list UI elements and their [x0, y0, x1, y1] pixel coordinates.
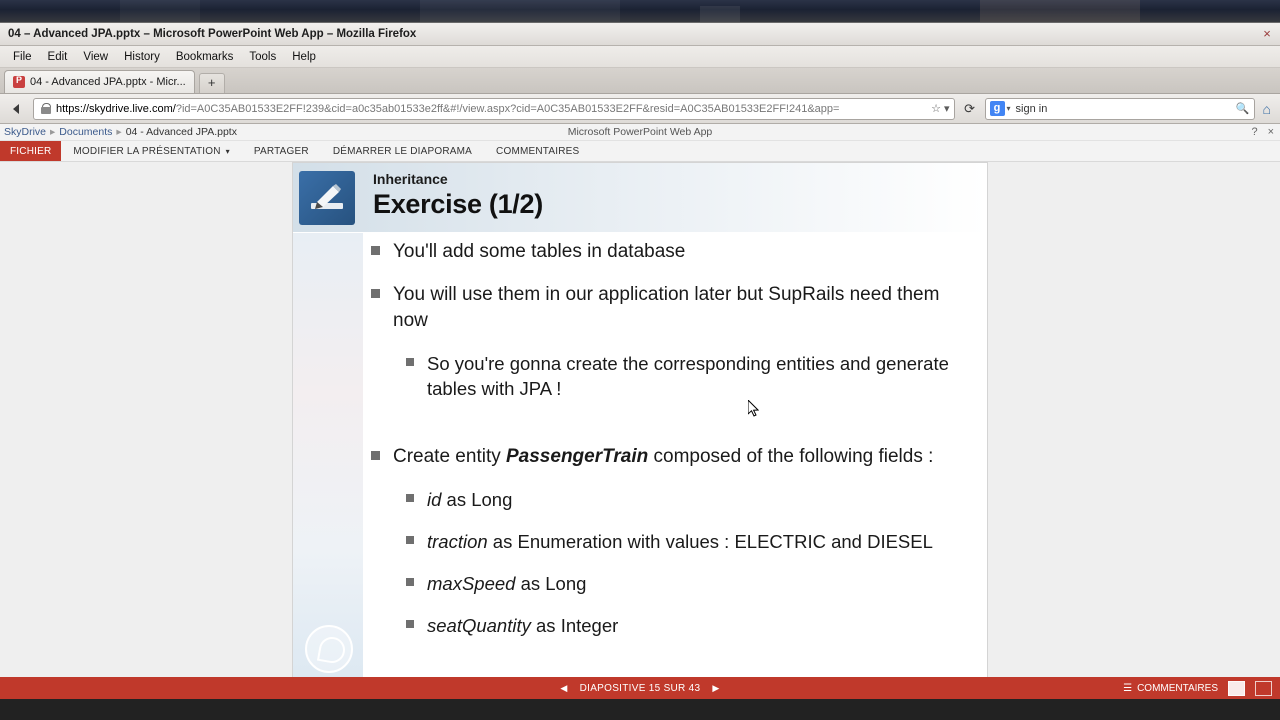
- reload-icon[interactable]: ⟳: [964, 100, 975, 116]
- next-slide-button[interactable]: ▶: [712, 682, 720, 693]
- slide-body: [371, 239, 971, 655]
- bullet-text-part: traction: [427, 531, 488, 552]
- url-host: https://skydrive.live.com/: [56, 102, 176, 115]
- bullet-text: [393, 444, 933, 470]
- slide-bullet: [371, 239, 971, 265]
- bullet-text: [427, 571, 586, 596]
- new-tab-button[interactable]: +: [199, 73, 225, 93]
- bullet-text-part: PassengerTrain: [506, 446, 649, 467]
- breadcrumb-file: 04 - Advanced JPA.pptx: [125, 126, 237, 138]
- webapp-topbar: [0, 124, 1280, 141]
- chevron-down-icon: ▾: [225, 146, 230, 156]
- slide-bullet: [371, 444, 971, 470]
- bullet-text: [427, 487, 512, 512]
- bullet-text-part: as Enumeration with values : ELECTRIC and DIESEL: [487, 531, 933, 552]
- breadcrumb-separator: ▸: [116, 126, 122, 138]
- slide-kicker: Inheritance: [373, 171, 448, 187]
- comments-button[interactable]: [1123, 683, 1218, 694]
- home-icon[interactable]: ⌂: [1262, 100, 1271, 117]
- slide-bullet: [406, 571, 971, 596]
- webapp-name: Microsoft PowerPoint Web App: [567, 126, 713, 138]
- chevron-down-icon[interactable]: ▾: [1006, 104, 1011, 113]
- status-bar-actions: [1123, 681, 1272, 696]
- webapp-topbar-actions: [1251, 126, 1274, 138]
- web-page: [0, 124, 1280, 699]
- bullet-text-part: as Integer: [530, 615, 619, 636]
- search-bar[interactable]: [985, 98, 1255, 120]
- url-query: ?id=A0C35AB01533E2FF!239&cid=a0c35ab01533e2ff&#!/view.aspx?cid=A0C35AB01533E2FF&resid=A0C35AB01533E2FF!241&app=: [175, 102, 840, 115]
- slide-header: [293, 163, 987, 233]
- slide-side-band: [293, 233, 363, 684]
- comment-icon: ☰: [1123, 682, 1133, 694]
- lock-icon: [40, 103, 51, 114]
- bullet-text: [393, 239, 685, 265]
- reading-view-icon[interactable]: [1255, 681, 1272, 696]
- normal-view-icon[interactable]: [1228, 681, 1245, 696]
- firefox-window: [0, 22, 1280, 698]
- window-title: 04 – Advanced JPA.pptx – Microsoft PowerPoint Web App – Mozilla Firefox: [8, 28, 417, 40]
- magnifier-icon[interactable]: 🔍: [1235, 103, 1250, 115]
- bullet-text-part: seatQuantity: [427, 615, 531, 636]
- ribbon-file-tab[interactable]: FICHIER: [0, 141, 61, 161]
- tab-bar: [0, 68, 1280, 94]
- close-button[interactable]: ×: [1267, 126, 1274, 138]
- status-bar: [0, 677, 1280, 699]
- menu-help[interactable]: Help: [292, 50, 316, 63]
- slide-area: [0, 162, 1280, 687]
- slide-bullet-spacer: [371, 418, 971, 444]
- menu-file[interactable]: File: [13, 50, 32, 63]
- powerpoint-icon: [13, 76, 25, 88]
- bullet-text: [427, 351, 971, 401]
- bullet-text: [393, 282, 971, 334]
- slide-bullet: [406, 613, 971, 638]
- ribbon-edit-presentation-label: MODIFIER LA PRÉSENTATION: [73, 145, 221, 157]
- menu-edit[interactable]: Edit: [47, 50, 68, 63]
- bullet-text: [427, 529, 933, 554]
- url-text: [56, 103, 931, 115]
- comments-label: COMMENTAIRES: [1137, 682, 1218, 694]
- bullet-marker-icon: [371, 289, 380, 298]
- breadcrumb-documents[interactable]: Documents: [59, 126, 113, 138]
- slide-counter: DIAPOSITIVE 15 SUR 43: [579, 682, 701, 694]
- breadcrumb-skydrive[interactable]: SkyDrive: [4, 126, 47, 138]
- menu-tools[interactable]: Tools: [249, 50, 277, 63]
- bullet-text-part: as Long: [515, 573, 587, 594]
- pen-tool-icon: [299, 171, 355, 225]
- menu-bookmarks[interactable]: Bookmarks: [175, 50, 234, 63]
- menu-view[interactable]: View: [83, 50, 109, 63]
- slide-bullet: [406, 529, 971, 554]
- slide-bullet: [406, 351, 971, 401]
- browser-tab[interactable]: [4, 70, 195, 93]
- ribbon-edit-presentation[interactable]: [61, 141, 241, 161]
- bullet-marker-icon: [406, 578, 414, 586]
- bullet-text: [427, 613, 618, 638]
- desktop-background: [0, 0, 1280, 24]
- slide-bullet: [371, 282, 971, 334]
- search-input[interactable]: sign in: [1015, 102, 1048, 115]
- bullet-text-part: So you're gonna create the corresponding entities and generate tables with JPA !: [427, 353, 949, 399]
- ribbon-share[interactable]: PARTAGER: [253, 145, 309, 157]
- bullet-marker-icon: [371, 246, 380, 255]
- bullet-text-part: as Long: [441, 489, 513, 510]
- slide-navigation: [0, 683, 1280, 694]
- ribbon-comments[interactable]: COMMENTAIRES: [496, 145, 580, 157]
- tab-label: 04 - Advanced JPA.pptx - Micr...: [30, 76, 186, 88]
- menu-history[interactable]: History: [124, 50, 160, 63]
- bullet-text-part: You will use them in our application later but SupRails need them now: [393, 284, 940, 331]
- bullet-text-part: You'll add some tables in database: [393, 241, 686, 262]
- google-icon: g: [990, 101, 1005, 116]
- bullet-marker-icon: [406, 620, 414, 628]
- address-bar-icons: [931, 102, 949, 115]
- chevron-down-icon[interactable]: ▾: [944, 103, 950, 115]
- menu-bar: [0, 46, 1280, 68]
- address-bar[interactable]: [33, 98, 955, 120]
- bullet-marker-icon: [406, 494, 414, 502]
- window-close-button[interactable]: ×: [1263, 26, 1271, 41]
- star-icon[interactable]: ☆: [931, 103, 941, 115]
- previous-slide-button[interactable]: ◀: [560, 682, 568, 693]
- bullet-marker-icon: [371, 451, 380, 460]
- slide-bullet: [406, 487, 971, 512]
- bullet-text-part: id: [427, 489, 442, 510]
- ribbon-bar: [0, 141, 1280, 162]
- breadcrumb-separator: ▸: [50, 126, 56, 138]
- bullet-marker-icon: [406, 358, 414, 366]
- help-button[interactable]: ?: [1251, 126, 1258, 138]
- navigation-toolbar: [0, 94, 1280, 124]
- bullet-text-part: Create entity: [393, 446, 506, 467]
- bullet-marker-icon: [406, 536, 414, 544]
- back-arrow-icon[interactable]: [6, 98, 28, 120]
- slide-title: Exercise (1/2): [373, 189, 543, 219]
- bullet-text-part: composed of the following fields :: [648, 446, 934, 467]
- window-titlebar: [0, 23, 1280, 46]
- slide[interactable]: [292, 162, 988, 684]
- ribbon-start-slideshow[interactable]: DÉMARRER LE DIAPORAMA: [332, 145, 473, 157]
- bullet-text-part: maxSpeed: [427, 573, 516, 594]
- brand-logo-icon: [305, 625, 353, 673]
